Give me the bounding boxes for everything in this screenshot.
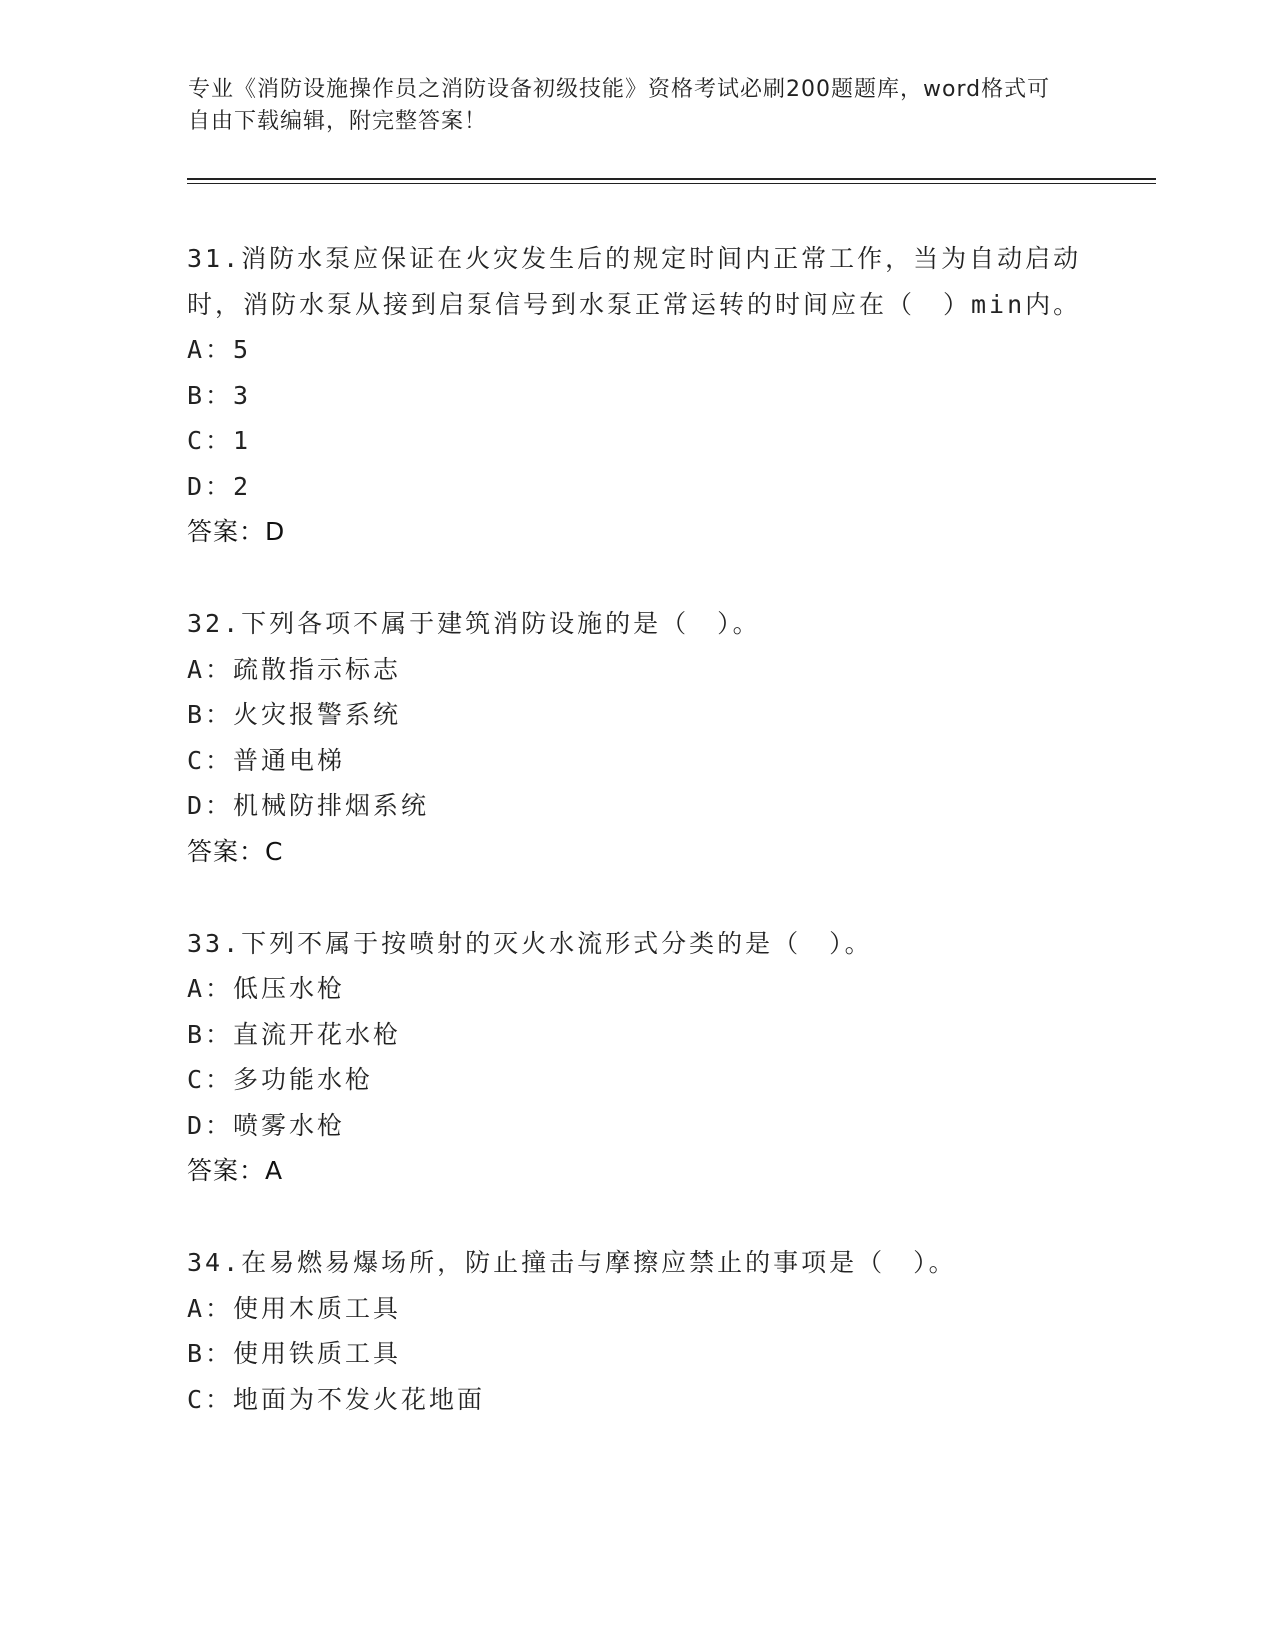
option-d: D：2 <box>187 471 252 501</box>
option-b: B：3 <box>187 380 252 410</box>
option-d: D：机械防排烟系统 <box>187 791 430 820</box>
option-c: C：普通电梯 <box>187 745 346 775</box>
answer-line: 答案：C <box>187 836 284 866</box>
option-d: D：喷雾水枪 <box>187 1110 346 1140</box>
answer-line: 答案：A <box>187 1156 284 1185</box>
option-a: A：使用木质工具 <box>187 1293 402 1323</box>
option-c: C：多功能水枪 <box>187 1065 374 1094</box>
question-list <box>187 236 1087 1468</box>
question-stem: 34.在易燃易爆场所，防止撞击与摩擦应禁止的事项是（ ）。 <box>187 1248 957 1277</box>
document-header: 专业《消防设施操作员之消防设备初级技能》资格考试必刷200题题库，word格式可自由下载编辑，附完整答案！ <box>188 77 1051 134</box>
option-a: A：5 <box>187 335 252 364</box>
header-divider-thick <box>187 178 1156 180</box>
question-stem: 33.下列不属于按喷射的灭火水流形式分类的是（ ）。 <box>187 928 873 958</box>
question-31 <box>187 236 1087 555</box>
option-b: B：火灾报警系统 <box>187 700 402 729</box>
question-stem: 32.下列各项不属于建筑消防设施的是（ ）。 <box>187 609 761 638</box>
answer-line: 答案：D <box>187 517 286 546</box>
option-c: C：地面为不发火花地面 <box>187 1384 486 1414</box>
question-stem: 31.消防水泵应保证在火灾发生后的规定时间内正常工作，当为自动启动时，消防水泵从接到启泵信号到水泵正常运转的时间应在（ ）min内。 <box>187 244 1082 319</box>
question-33 <box>187 921 1087 1195</box>
option-b: B：直流开花水枪 <box>187 1019 402 1049</box>
option-a: A：疏散指示标志 <box>187 654 402 684</box>
question-34 <box>187 1240 1087 1422</box>
question-32 <box>187 601 1087 875</box>
option-a: A：低压水枪 <box>187 974 346 1003</box>
header-divider-thin <box>187 183 1156 184</box>
option-c: C：1 <box>187 426 252 455</box>
option-b: B：使用铁质工具 <box>187 1339 402 1368</box>
